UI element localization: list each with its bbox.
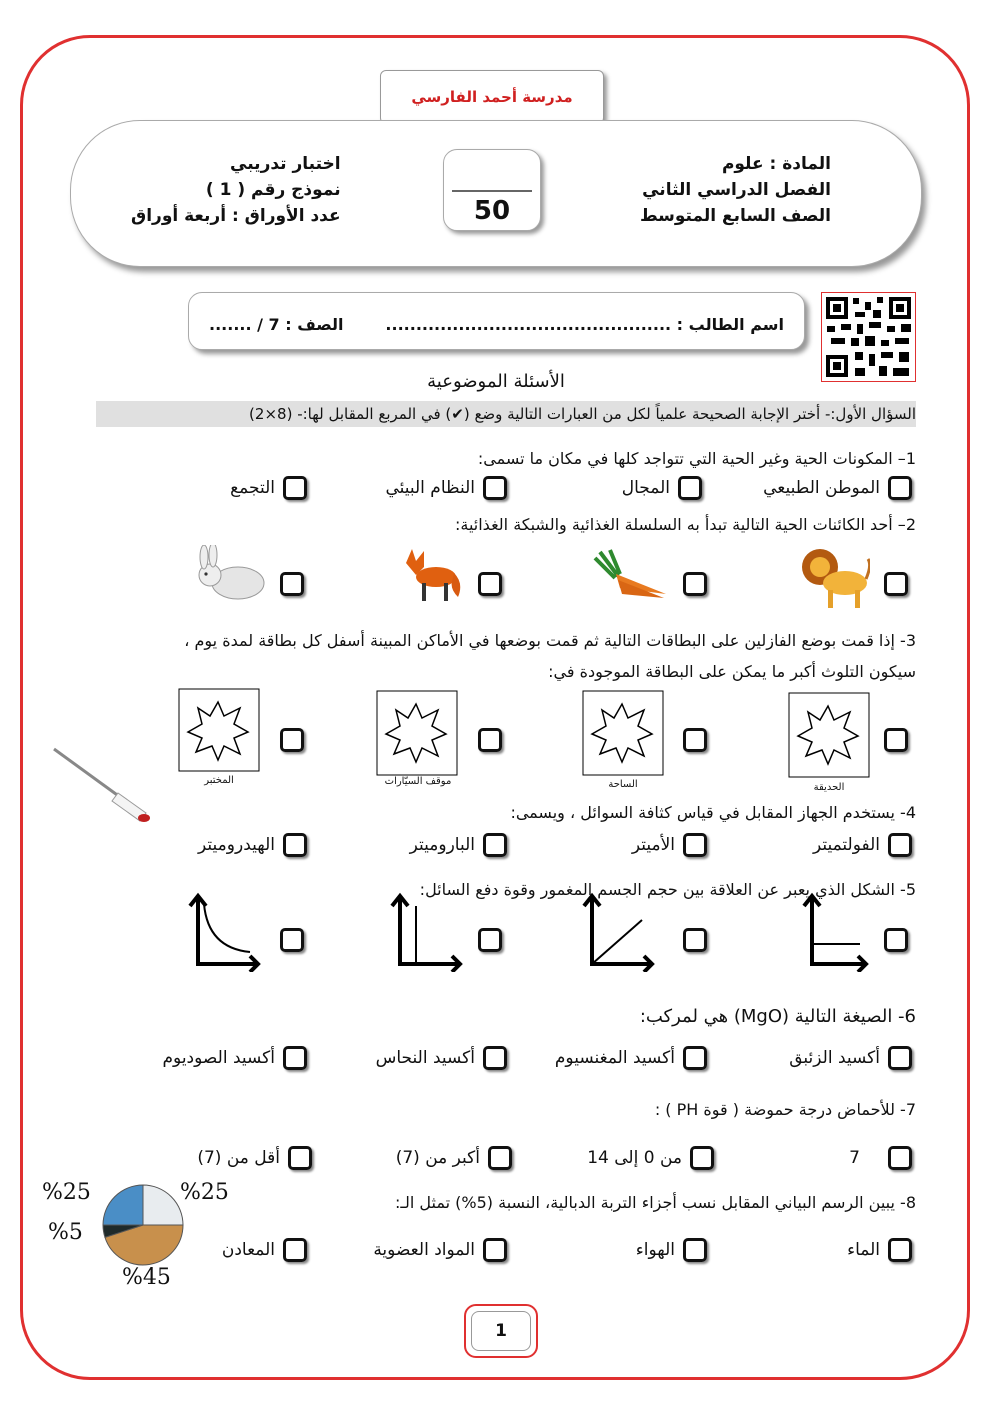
checkbox[interactable]	[888, 833, 912, 857]
class-field[interactable]: الصف : 7 / .......	[209, 315, 344, 334]
checkbox[interactable]	[683, 1238, 707, 1262]
checkbox[interactable]	[483, 1238, 507, 1262]
q5-checkbox-4[interactable]	[280, 928, 304, 952]
q3-checkbox-1[interactable]	[884, 728, 908, 752]
checkbox[interactable]	[888, 1046, 912, 1070]
q4-option-1[interactable]: الفولتميتر	[813, 833, 912, 857]
pie-label-organic: %5	[48, 1220, 83, 1245]
question-5-text: 5- الشكل الذي يعبر عن العلاقة بين حجم الجسم المغمور وقوة دفع السائل:	[419, 880, 916, 899]
checkbox[interactable]	[888, 1238, 912, 1262]
lion-icon	[800, 545, 870, 610]
soil-pie-chart	[100, 1175, 186, 1275]
q2-checkbox-3[interactable]	[478, 572, 502, 596]
card-yard-icon	[582, 690, 664, 778]
header-exam-info	[131, 151, 341, 229]
q6-option-3[interactable]: أكسيد النحاس	[376, 1046, 507, 1070]
checkbox[interactable]	[483, 1046, 507, 1070]
card-garden-icon	[788, 692, 870, 780]
q6-option-1[interactable]: أكسيد الزئبق	[789, 1046, 912, 1070]
header-course-info	[640, 151, 831, 229]
card-parking-icon	[376, 690, 458, 778]
question-7-text: 7- للأحماض درجة حموضة ( قوة PH ) :	[654, 1100, 916, 1119]
q2-checkbox-2[interactable]	[683, 572, 707, 596]
section-title: الأسئلة الموضوعية	[427, 371, 565, 392]
carrot-icon	[590, 548, 670, 603]
graph-vertical-icon	[388, 892, 468, 972]
checkbox[interactable]	[690, 1146, 714, 1170]
q4-option-2[interactable]: الأميتر	[632, 833, 707, 857]
q8-option-4[interactable]: المعادن	[222, 1238, 307, 1262]
card-label-parking: موقف السيّارات	[384, 776, 452, 787]
score-divider	[452, 190, 532, 192]
pie-label-minerals: %45	[122, 1265, 171, 1290]
q7-option-2[interactable]: من 0 إلى 14	[587, 1146, 714, 1170]
question-instruction: السؤال الأول:- أختر الإجابة الصحيحة علمياً لكل من العبارات التالية وضع (✔) في المربع المقابل لها:- (8×2)	[96, 401, 916, 427]
question-2-text: 2– أحد الكائنات الحية التالية تبدأ به السلسلة الغذائية والشبكة الغذائية:	[454, 515, 916, 534]
checkbox[interactable]	[683, 833, 707, 857]
checkbox[interactable]	[283, 1238, 307, 1262]
q5-checkbox-1[interactable]	[884, 928, 908, 952]
q6-option-4[interactable]: أكسيد الصوديوم	[163, 1046, 307, 1070]
graph-flat-icon	[800, 892, 870, 972]
pie-label-water: %25	[42, 1180, 91, 1205]
total-score: 50	[473, 196, 511, 226]
checkbox[interactable]	[283, 833, 307, 857]
hydrometer-icon	[50, 745, 160, 830]
q2-checkbox-4[interactable]	[280, 572, 304, 596]
pie-slice-air	[143, 1185, 183, 1225]
checkbox[interactable]	[678, 476, 702, 500]
student-info-box	[188, 292, 805, 350]
page-number: 1	[471, 1311, 531, 1351]
graph-linear-icon	[580, 892, 660, 972]
question-3-text-2: سيكون التلوث أكبر ما يمكن على البطاقة الموجودة في:	[548, 662, 916, 681]
q7-option-1[interactable]: 7	[849, 1146, 912, 1170]
q1-option-1[interactable]: الموطن الطبيعي	[763, 476, 912, 500]
checkbox[interactable]	[683, 1046, 707, 1070]
q6-option-2[interactable]: أكسيد المغنسيوم	[555, 1046, 707, 1070]
fox-icon	[398, 545, 463, 605]
exam-type: اختبار تدريبي	[230, 154, 341, 174]
q1-option-4[interactable]: التجمع	[230, 476, 307, 500]
q5-checkbox-2[interactable]	[683, 928, 707, 952]
checkbox[interactable]	[283, 1046, 307, 1070]
card-label-lab: المختبر	[204, 775, 234, 786]
card-label-garden: الحديقة	[813, 782, 845, 793]
q5-checkbox-3[interactable]	[478, 928, 502, 952]
checkbox[interactable]	[288, 1146, 312, 1170]
q7-option-3[interactable]: أكبر من (7)	[396, 1146, 512, 1170]
grade: الصف السابع المتوسط	[639, 206, 831, 226]
q3-checkbox-2[interactable]	[683, 728, 707, 752]
semester: الفصل الدراسي الثاني	[642, 180, 831, 200]
school-name: مدرسة أحمد الفارسي	[380, 70, 604, 124]
checkbox[interactable]	[488, 1146, 512, 1170]
model-number: نموذج رقم ( 1 )	[205, 180, 341, 200]
q1-option-3[interactable]: النظام البيئي	[385, 476, 507, 500]
q4-option-3[interactable]: الباروميتر	[410, 833, 507, 857]
graph-inverse-icon	[186, 892, 266, 972]
question-8-text: 8- يبين الرسم البياني المقابل نسب أجزاء التربة الدبالية، النسبة (5%) تمثل الـ:	[394, 1193, 916, 1212]
question-3-text: 3- إذا قمت بوضع الفازلين على البطاقات التالية ثم قمت بوضعها في الأماكن المبينة أسفل كل بطاقة لمدة يوم ،	[184, 631, 916, 650]
rabbit-icon	[190, 545, 270, 605]
checkbox[interactable]	[888, 476, 912, 500]
pie-slice-water	[103, 1185, 143, 1225]
checkbox[interactable]	[283, 476, 307, 500]
qr-code-icon	[821, 292, 916, 382]
question-4-text: 4- يستخدم الجهاز المقابل في قياس كثافة السوائل ، ويسمى:	[510, 803, 916, 822]
q3-checkbox-4[interactable]	[280, 728, 304, 752]
subject: المادة : علوم	[721, 154, 831, 174]
page-number-box	[464, 1304, 538, 1358]
page-count: عدد الأوراق : أربعة أوراق	[131, 206, 341, 226]
student-name-field[interactable]: اسم الطالب : ...............................................	[385, 315, 784, 334]
card-lab-icon	[178, 688, 260, 774]
card-label-yard: الساحة	[608, 779, 638, 790]
checkbox[interactable]	[888, 1146, 912, 1170]
q4-option-4[interactable]: الهيدروميتر	[198, 833, 307, 857]
score-box	[443, 149, 541, 231]
checkbox[interactable]	[483, 476, 507, 500]
question-6-text: 6- الصيغة التالية (MgO) هي لمركب:	[639, 1006, 916, 1027]
q8-option-3[interactable]: المواد العضوية	[373, 1238, 507, 1262]
pie-label-air: %25	[180, 1180, 229, 1205]
q8-option-2[interactable]: الهواء	[636, 1238, 707, 1262]
checkbox[interactable]	[483, 833, 507, 857]
q1-option-2[interactable]: المجال	[622, 476, 702, 500]
exam-header	[70, 120, 922, 267]
question-1-text: 1– المكونات الحية وغير الحية التي تتواجد كلها في مكان ما تسمى:	[477, 449, 916, 468]
q2-checkbox-1[interactable]	[884, 572, 908, 596]
q7-option-4[interactable]: أقل من (7)	[197, 1146, 312, 1170]
q3-checkbox-3[interactable]	[478, 728, 502, 752]
q8-option-1[interactable]: الماء	[847, 1238, 912, 1262]
